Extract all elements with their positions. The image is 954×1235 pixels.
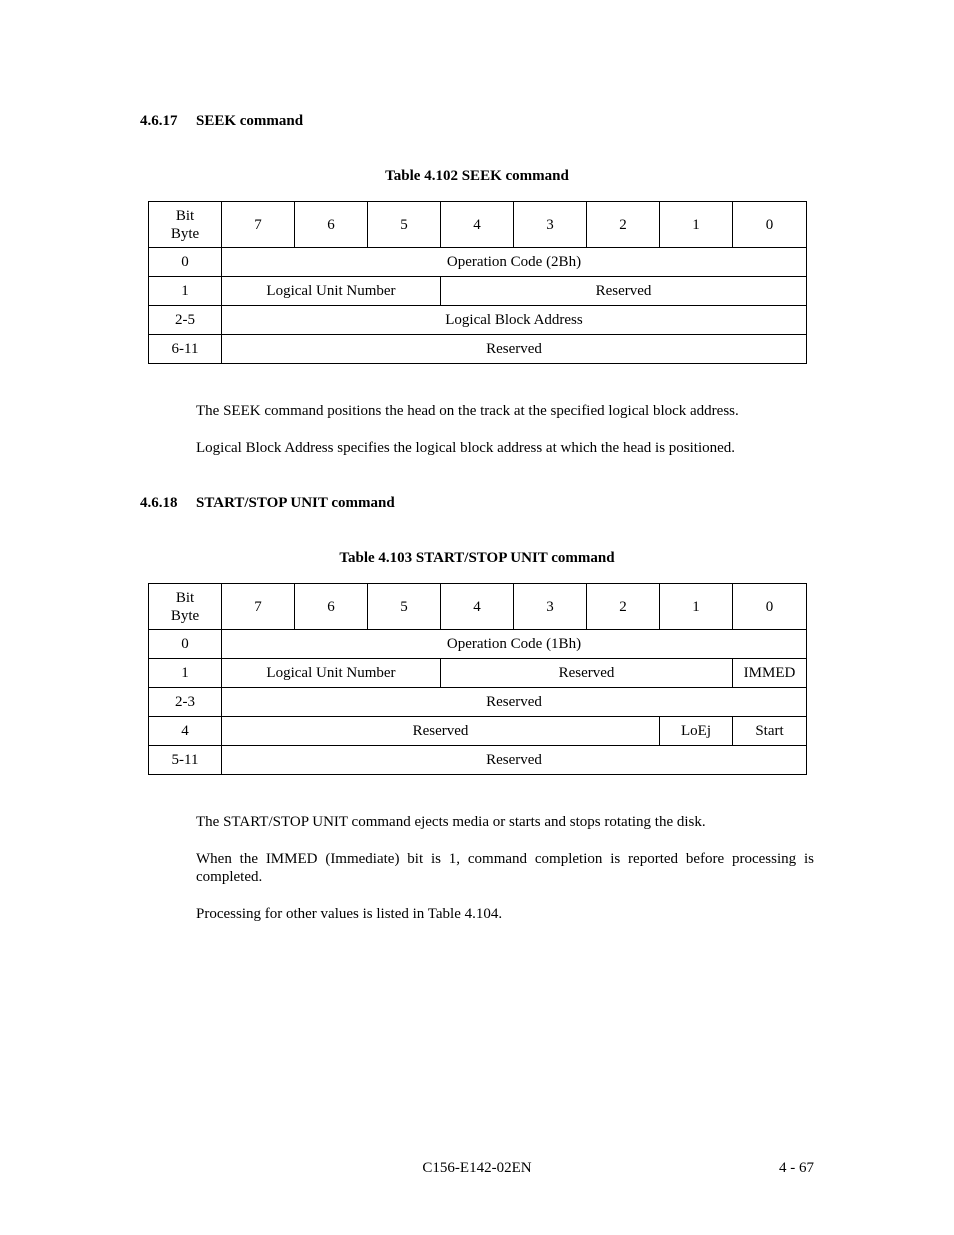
bit-header: 6	[295, 584, 368, 630]
bit-label: Bit	[175, 207, 195, 224]
table-caption-seek: Table 4.102 SEEK command	[385, 168, 569, 184]
byte-cell: 1	[149, 659, 222, 688]
field-cell: IMMED	[733, 659, 807, 688]
paragraph: Logical Block Address specifies the logical block address at which the head is positioned.	[196, 440, 736, 456]
byte-cell: 2-3	[149, 688, 222, 717]
bit-header: 1	[660, 202, 733, 248]
bit-header: 0	[733, 202, 807, 248]
seek-command-table	[148, 201, 807, 364]
byte-cell: 1	[149, 277, 222, 306]
paragraph: Processing for other values is listed in Table 4.104.	[196, 906, 503, 922]
field-cell: Reserved	[222, 335, 807, 364]
field-cell: Reserved	[222, 717, 660, 746]
start-stop-command-table	[148, 583, 807, 775]
bit-header: 2	[587, 584, 660, 630]
paragraph: When the IMMED (Immediate) bit is 1, command completion is reported before processing is completed.	[196, 851, 814, 885]
table-row	[149, 659, 807, 688]
section-title: SEEK command	[196, 113, 304, 129]
field-cell: Operation Code (1Bh)	[222, 630, 807, 659]
section-heading-start-stop	[140, 495, 395, 512]
table-row	[149, 630, 807, 659]
bit-header: 5	[368, 202, 441, 248]
byte-cell: 0	[149, 630, 222, 659]
table-row	[149, 248, 807, 277]
section-title: START/STOP UNIT command	[196, 495, 395, 511]
document-id: C156-E142-02EN	[422, 1160, 532, 1176]
bit-header: 7	[222, 202, 295, 248]
table-row	[149, 335, 807, 364]
byte-cell: 0	[149, 248, 222, 277]
page-number: 4 - 67	[779, 1160, 814, 1176]
bit-header: 4	[441, 202, 514, 248]
bit-header: 1	[660, 584, 733, 630]
table-row	[149, 306, 807, 335]
bit-header: 6	[295, 202, 368, 248]
field-cell: Logical Unit Number	[222, 659, 441, 688]
field-cell: Start	[733, 717, 807, 746]
field-cell: Reserved	[441, 277, 807, 306]
table-header-row	[149, 584, 807, 630]
paragraph: The START/STOP UNIT command ejects media or starts and stops rotating the disk.	[196, 814, 706, 830]
field-cell: Logical Block Address	[222, 306, 807, 335]
bit-header: 5	[368, 584, 441, 630]
bit-byte-header	[149, 584, 222, 630]
table-row	[149, 688, 807, 717]
bit-header: 2	[587, 202, 660, 248]
bit-header: 4	[441, 584, 514, 630]
field-cell: Logical Unit Number	[222, 277, 441, 306]
byte-cell: 4	[149, 717, 222, 746]
bit-header: 3	[514, 584, 587, 630]
byte-label: Byte	[170, 225, 200, 242]
byte-cell: 5-11	[149, 746, 222, 775]
table-caption-start-stop: Table 4.103 START/STOP UNIT command	[339, 550, 615, 566]
bit-header: 0	[733, 584, 807, 630]
table-header-row	[149, 202, 807, 248]
byte-label: Byte	[170, 607, 200, 624]
section-number: 4.6.17	[140, 113, 178, 129]
section-number: 4.6.18	[140, 495, 178, 511]
field-cell: Operation Code (2Bh)	[222, 248, 807, 277]
bit-byte-header	[149, 202, 222, 248]
field-cell: Reserved	[441, 659, 733, 688]
table-row	[149, 277, 807, 306]
byte-cell: 2-5	[149, 306, 222, 335]
bit-header: 3	[514, 202, 587, 248]
bit-label: Bit	[175, 589, 195, 606]
byte-cell: 6-11	[149, 335, 222, 364]
table-row	[149, 746, 807, 775]
bit-header: 7	[222, 584, 295, 630]
field-cell: Reserved	[222, 688, 807, 717]
field-cell: LoEj	[660, 717, 733, 746]
field-cell: Reserved	[222, 746, 807, 775]
paragraph: The SEEK command positions the head on the track at the specified logical block address.	[196, 403, 739, 419]
table-row	[149, 717, 807, 746]
section-heading-seek	[140, 113, 303, 130]
